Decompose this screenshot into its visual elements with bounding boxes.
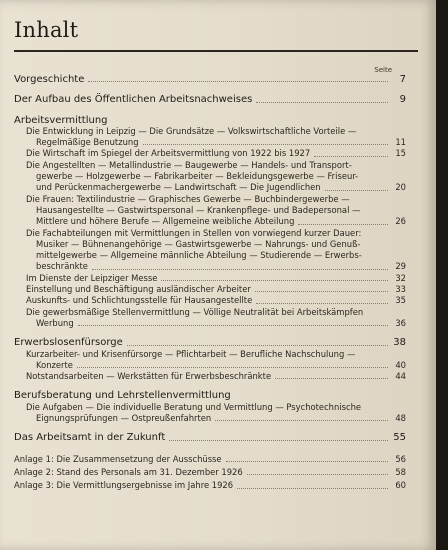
toc-entry-line bbox=[26, 137, 406, 148]
toc-entry-line bbox=[26, 402, 406, 413]
entry-text: und Perückenmachergewerbe — Landwirtschaft — Die Jugendlichen bbox=[36, 182, 321, 193]
dot-leader bbox=[88, 81, 388, 82]
arbeitsvermittlung-entries bbox=[14, 126, 406, 329]
toc-entry bbox=[14, 371, 406, 382]
toc-entry-line bbox=[26, 182, 406, 193]
toc-entry-line bbox=[26, 318, 406, 329]
toc-entry-line bbox=[26, 250, 406, 261]
dot-leader bbox=[78, 325, 388, 326]
page-number: 35 bbox=[395, 295, 406, 306]
dot-leader bbox=[161, 280, 388, 281]
toc-entry bbox=[14, 126, 406, 149]
toc-entry bbox=[14, 194, 406, 228]
page-number: 33 bbox=[395, 284, 406, 295]
title-rule bbox=[14, 50, 418, 52]
toc-annex-3 bbox=[14, 480, 406, 491]
entry-text: Regelmäßige Benutzung bbox=[36, 137, 139, 148]
entry-text: beschränkte bbox=[36, 261, 88, 272]
entry-text: mittelgewerbe — Allgemeine männliche Abteilung — Studierende — Erwerbs- bbox=[36, 250, 362, 261]
page-number: 58 bbox=[395, 466, 406, 477]
toc-entry-line bbox=[26, 205, 406, 216]
entry-text: Eignungsprüfungen — Ostpreußenfahrten bbox=[36, 413, 212, 424]
section-label: Der Aufbau des Öffentlichen Arbeitsnachweises bbox=[14, 94, 253, 106]
page-number: 7 bbox=[399, 74, 406, 85]
toc-section-aufbau bbox=[14, 94, 406, 105]
page-number: 26 bbox=[395, 216, 406, 227]
dot-leader bbox=[314, 156, 388, 157]
page-number: 56 bbox=[395, 453, 406, 464]
section-label: Berufsberatung und Lehrstellenvermittlung bbox=[14, 390, 231, 402]
entry-text: Werbung bbox=[36, 317, 74, 328]
toc-entry-line bbox=[26, 126, 406, 137]
toc-entry bbox=[14, 148, 406, 159]
entry-text: Einstellung und Beschäftigung ausländischer Arbeiter bbox=[26, 284, 251, 295]
page-number: 20 bbox=[395, 182, 406, 193]
entry-text: Musiker — Bühnenangehörige — Gastwirtsgewerbe — Nahrungs- und Genuß- bbox=[36, 238, 361, 249]
entry-text: Die Entwicklung in Leipzig — Die Grundsätze — Volkswirtschaftliche Vorteile — bbox=[26, 125, 357, 136]
annex-label: Anlage 1: Die Zusammensetzung der Ausschüsse bbox=[14, 453, 222, 464]
toc-entry-line bbox=[26, 148, 406, 159]
page-number: 36 bbox=[395, 317, 406, 328]
entry-text: Mittlere und höhere Berufe — Allgemeine weibliche Abteilung bbox=[36, 216, 295, 227]
page-number: 29 bbox=[395, 261, 406, 272]
toc-entry bbox=[14, 349, 406, 372]
page-number: 60 bbox=[395, 480, 406, 491]
entry-text: Im Dienste der Leipziger Messe bbox=[26, 272, 158, 283]
toc-entry-line bbox=[26, 228, 406, 239]
section-label: Erwerbslosenfürsorge bbox=[14, 337, 123, 349]
dot-leader bbox=[127, 345, 388, 346]
entry-text: Die Fachabteilungen mit Vermittlungen in Stellen von vorwiegend kurzer Dauer: bbox=[26, 227, 362, 238]
entry-text: Notstandsarbeiten — Werkstätten für Erwerbsbeschränkte bbox=[26, 371, 272, 382]
toc-entry bbox=[14, 307, 406, 330]
toc-entry bbox=[14, 402, 406, 425]
dot-leader bbox=[169, 440, 388, 441]
toc-entry bbox=[14, 273, 406, 284]
annex-label: Anlage 2: Stand des Personals am 31. Dezember 1926 bbox=[14, 466, 243, 477]
page-number: 55 bbox=[393, 432, 406, 444]
toc-entry-line bbox=[26, 171, 406, 182]
entry-text: Die Aufgaben — Die individuelle Beratung und Vermittlung — Psychotechnische bbox=[26, 401, 362, 412]
page-number: 40 bbox=[395, 359, 406, 370]
toc-annex-1 bbox=[14, 454, 406, 465]
toc-entry-line bbox=[26, 216, 406, 227]
entry-text: Konzerte bbox=[36, 359, 73, 370]
dot-leader bbox=[275, 378, 388, 379]
page-number: 15 bbox=[395, 148, 406, 159]
entry-text: Die Wirtschaft im Spiegel der Arbeitsvermittlung von 1922 bis 1927 bbox=[26, 148, 311, 159]
toc-entry-line bbox=[26, 360, 406, 371]
toc-section-berufsberatung bbox=[14, 390, 406, 401]
entry-text: Kurzarbeiter- und Krisenfürsorge — Pflichtarbeit — Berufliche Nachschulung — bbox=[26, 348, 356, 359]
dot-leader bbox=[247, 474, 388, 475]
toc-entry-line bbox=[26, 371, 406, 382]
toc-entry bbox=[14, 295, 406, 306]
page-number: 9 bbox=[399, 94, 406, 106]
seite-label: Seite bbox=[374, 66, 392, 74]
dot-leader bbox=[255, 291, 388, 292]
dot-leader bbox=[325, 190, 388, 191]
toc-entry-line bbox=[26, 239, 406, 250]
toc-entry-line bbox=[26, 261, 406, 272]
section-label: Arbeitsvermittlung bbox=[14, 114, 108, 126]
toc-section-arbeitsvermittlung bbox=[14, 115, 406, 126]
dot-leader bbox=[143, 144, 388, 145]
erwerbslosenfuersorge-entries bbox=[14, 349, 406, 383]
section-label: Vorgeschichte bbox=[14, 74, 85, 85]
dot-leader bbox=[77, 367, 388, 368]
toc-entry-line bbox=[26, 413, 406, 424]
dot-leader bbox=[226, 461, 388, 462]
page-number: 44 bbox=[395, 371, 406, 382]
table-of-contents bbox=[14, 74, 406, 492]
page-number: 32 bbox=[395, 272, 406, 283]
dot-leader bbox=[256, 102, 388, 103]
toc-entry-line bbox=[26, 160, 406, 171]
title-block bbox=[14, 16, 418, 52]
annex-label: Anlage 3: Die Vermittlungsergebnisse im Jahre 1926 bbox=[14, 480, 234, 491]
toc-section-vorgeschichte bbox=[14, 74, 406, 85]
toc-section-erwerbslosenfuersorge bbox=[14, 337, 406, 348]
entry-text: Die Frauen: Textilindustrie — Graphisches Gewerbe — Buchbindergewerbe — bbox=[26, 193, 350, 204]
toc-entry-line bbox=[26, 284, 406, 295]
toc-annex-2 bbox=[14, 467, 406, 478]
dot-leader bbox=[215, 420, 388, 421]
section-label: Das Arbeitsamt in der Zukunft bbox=[14, 432, 166, 444]
entry-text: Die Angestellten — Metallindustrie — Baugewerbe — Handels- und Transport- bbox=[26, 159, 352, 170]
page-number: 38 bbox=[393, 337, 406, 349]
toc-entry-line bbox=[26, 307, 406, 318]
entry-text: gewerbe — Holzgewerbe — Fabrikarbeiter — Bekleidungsgewerbe — Friseur- bbox=[36, 171, 359, 182]
dot-leader bbox=[237, 488, 388, 489]
page-number: 48 bbox=[395, 413, 406, 424]
dot-leader bbox=[298, 224, 388, 225]
dot-leader bbox=[92, 269, 388, 270]
toc-entry bbox=[14, 284, 406, 295]
berufsberatung-entries bbox=[14, 402, 406, 425]
toc-entry-line bbox=[26, 349, 406, 360]
page-title: Inhalt bbox=[14, 18, 79, 42]
entry-text: Hausangestellte — Gastwirtspersonal — Krankenpflege- und Badepersonal — bbox=[36, 204, 361, 215]
toc-entry bbox=[14, 228, 406, 273]
page-number: 11 bbox=[395, 137, 406, 148]
toc-section-zukunft bbox=[14, 432, 406, 443]
entry-text: Die gewerbsmäßige Stellenvermittlung — Völlige Neutralität bei Arbeitskämpfen bbox=[26, 306, 364, 317]
dot-leader bbox=[256, 303, 388, 304]
toc-entry-line bbox=[26, 273, 406, 284]
entry-text: Auskunfts- und Schlichtungsstelle für Hausangestellte bbox=[26, 295, 253, 306]
toc-entry-line bbox=[26, 194, 406, 205]
toc-entry-line bbox=[26, 295, 406, 306]
toc-entry bbox=[14, 160, 406, 194]
